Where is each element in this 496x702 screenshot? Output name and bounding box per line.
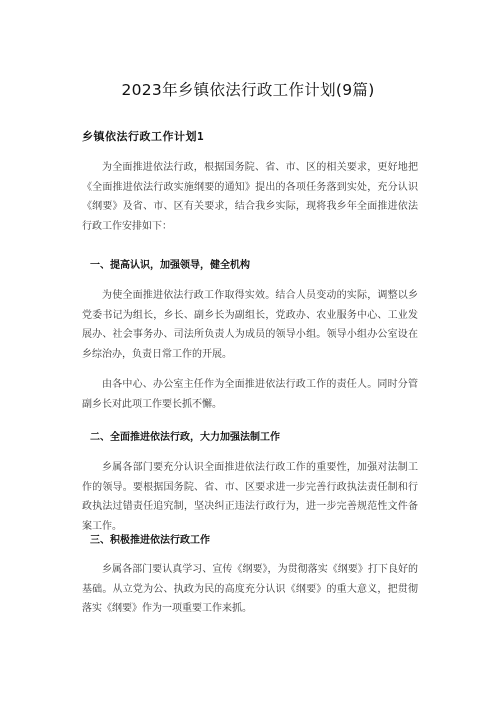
- paragraph-leadership: 为使全面推进依法行政工作取得实效。结合人员变动的实际，调整以乡党委书记为组长，乡长、副乡长为副组长，党政办、农业服务中心、工业发展办、社会事务办、司法所负责人为成员的领导小组。领导小组办公室设在乡综治办，负责日常工作的开展。: [82, 290, 418, 360]
- paragraph-responsibility: 由各中心、办公室主任作为全面推进依法行政工作的责任人。同时分管副乡长对此项工作要长抓不懈。: [82, 379, 418, 410]
- paragraph-legal-work: 乡属各部门要充分认识全面推进依法行政工作的重要性，加强对法制工作的领导。要根据国务院、省、市、区要求进一步完善行政执法责任制和行政执法过错责任追究制，坚决纠正违法行政行为，进一步完善规范性文件备案工作。: [82, 462, 418, 532]
- paragraph-intro: 为全面推进依法行政，根据国务院、省、市、区的相关要求，更好地把《全面推进依法行政实施纲要的通知》提出的各项任务落到实处，充分认识《纲要》及省、市、区有关要求，结合我乡实际，现将我乡年全面推进依法行政工作安排如下：: [82, 162, 418, 232]
- paragraph-study: 乡属各部门要认真学习、宣传《纲要》，为贯彻落实《纲要》打下良好的基础。从立党为公、执政为民的高度充分认识《纲要》的重大意义，把贯彻落实《纲要》作为一项重要工作来抓。: [82, 564, 418, 614]
- heading-3: 三、积极推进依法行政工作: [90, 535, 210, 546]
- section-title: 乡镇依法行政工作计划1: [82, 130, 205, 143]
- document-title: 2023年乡镇依法行政工作计划(9篇): [121, 81, 375, 99]
- heading-1: 一、提高认识，加强领导，健全机构: [90, 260, 250, 271]
- heading-2: 二、全面推进依法行政，大力加强法制工作: [90, 432, 280, 443]
